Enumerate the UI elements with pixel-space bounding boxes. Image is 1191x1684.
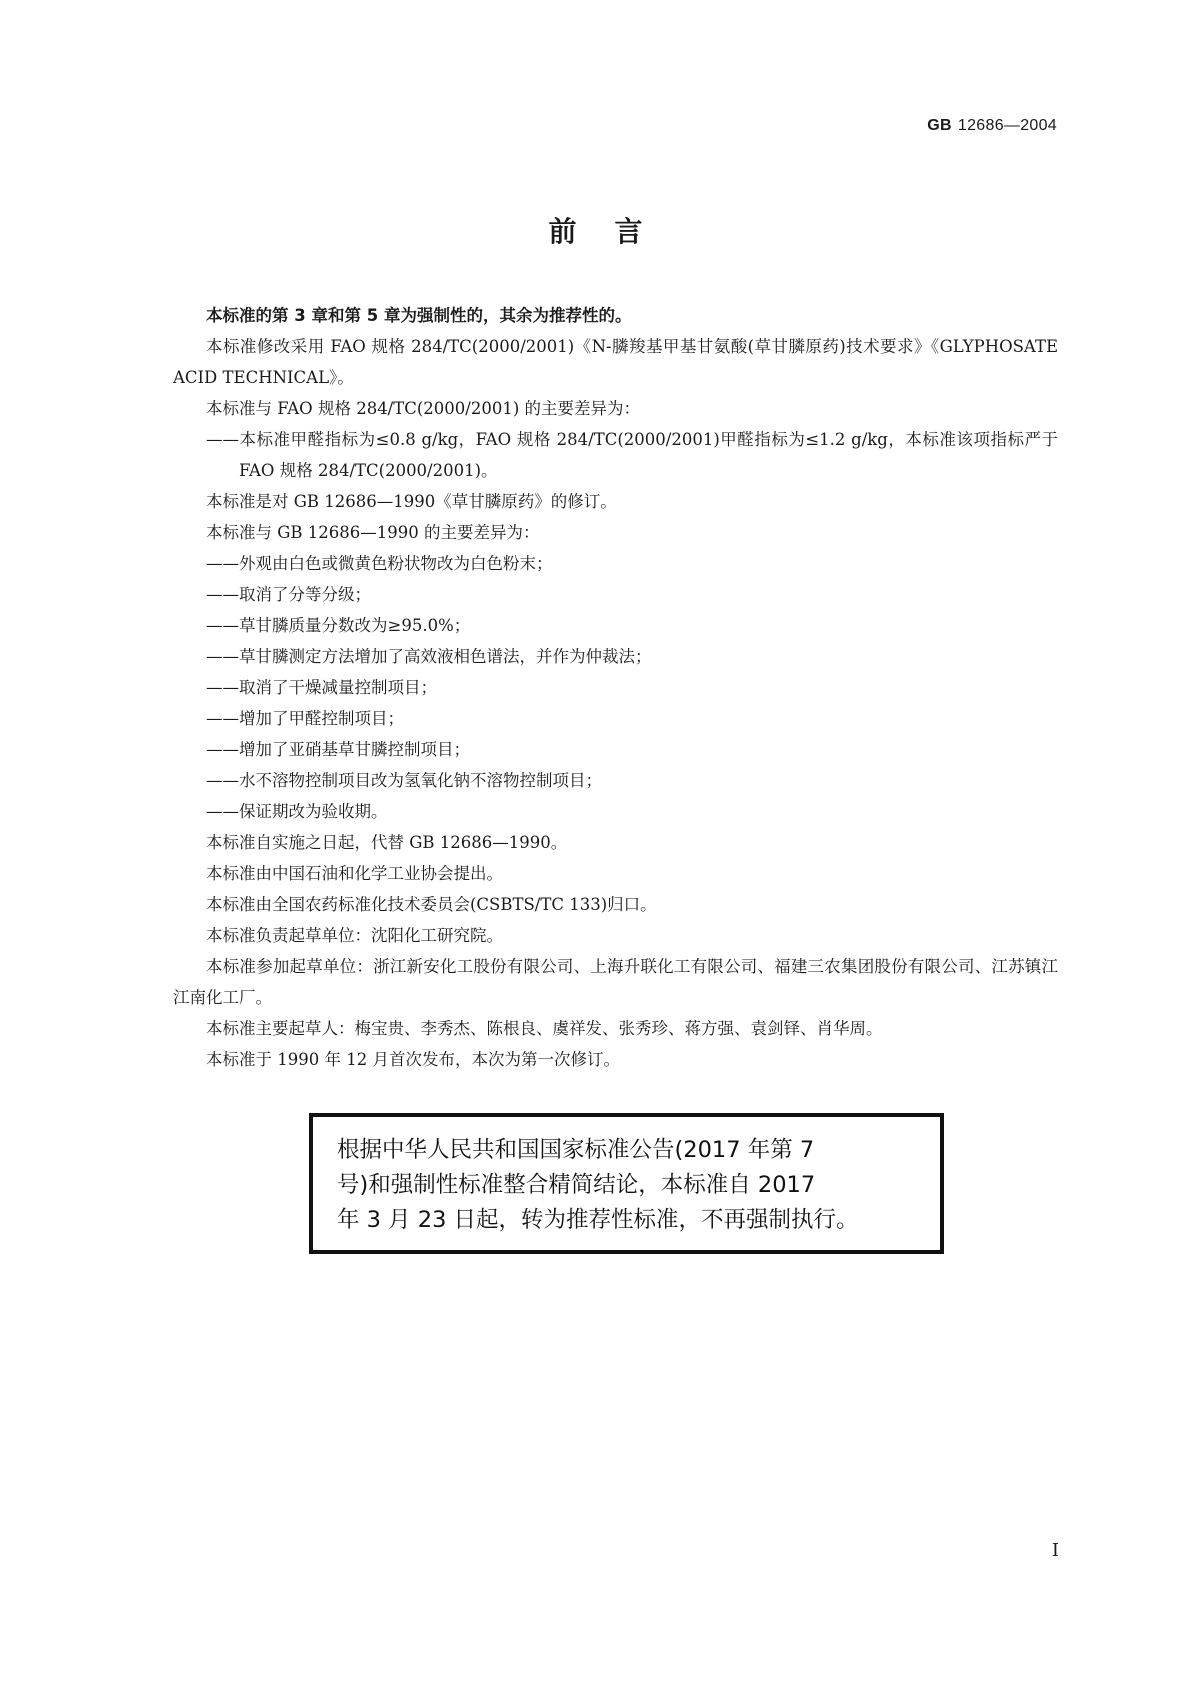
notice-line: 号)和强制性标准整合精简结论，本标准自 2017 [337, 1172, 816, 1198]
paragraph: 本标准与 GB 12686—1990 的主要差异为： [206, 523, 540, 542]
paragraph: 本标准于 1990 年 12 月首次发布，本次为第一次修订。 [206, 1050, 620, 1069]
difference-item: ——水不溶物控制项目改为氢氧化钠不溶物控制项目； [206, 771, 602, 790]
difference-item: ——取消了干燥减量控制项目； [206, 678, 437, 697]
difference-item: ——增加了甲醛控制项目； [206, 709, 404, 728]
paragraph: 本标准由全国农药标准化技术委员会(CSBTS/TC 133)归口。 [206, 895, 657, 914]
page-number: I [1051, 1540, 1059, 1561]
notice-line: 根据中华人民共和国国家标准公告(2017 年第 7 [337, 1137, 815, 1163]
standard-code [927, 117, 1057, 135]
standard-number: 12686—2004 [957, 117, 1057, 134]
paragraph: 本标准与 FAO 规格 284/TC(2000/2001) 的主要差异为： [206, 399, 641, 418]
mandatory-clause: 本标准的第 3 章和第 5 章为强制性的，其余为推荐性的。 [206, 306, 632, 325]
paragraph: 本标准修改采用 FAO 规格 284/TC(2000/2001)《N-膦羧基甲基甘氨酸(草甘膦原药)技术要求》《GLYPHOSATE ACID TECHNICAL》。 [173, 337, 1058, 387]
difference-item: ——草甘膦测定方法增加了高效液相色谱法，并作为仲裁法； [206, 647, 652, 666]
paragraph: 本标准由中国石油和化学工业协会提出。 [206, 864, 503, 883]
paragraph: 本标准自实施之日起，代替 GB 12686—1990。 [206, 833, 568, 852]
difference-item: ——增加了亚硝基草甘膦控制项目； [206, 740, 470, 759]
difference-item: ——取消了分等分级； [206, 585, 371, 604]
difference-item: ——外观由白色或微黄色粉状物改为白色粉末； [206, 554, 553, 573]
notice-line: 年 3 月 23 日起，转为推荐性标准，不再强制执行。 [337, 1207, 859, 1233]
difference-item: ——保证期改为验收期。 [206, 802, 388, 821]
paragraph: 本标准是对 GB 12686—1990《草甘膦原药》的修订。 [206, 492, 617, 511]
standard-prefix: GB [927, 117, 952, 134]
paragraph: 本标准主要起草人：梅宝贵、李秀杰、陈根良、虞祥发、张秀珍、蒋方强、袁剑铎、肖华周。 [206, 1019, 883, 1038]
paragraph: 本标准参加起草单位：浙江新安化工股份有限公司、上海升联化工有限公司、福建三农集团股份有限公司、江苏镇江江南化工厂。 [173, 957, 1058, 1007]
difference-item: ——草甘膦质量分数改为≥95.0%； [206, 616, 471, 635]
document-body [173, 300, 1058, 1075]
difference-item: ——本标准甲醛指标为≤0.8 g/kg，FAO 规格 284/TC(2000/2001)甲醛指标为≤1.2 g/kg，本标准该项指标严于 FAO 规格 284/TC(2000/2001)。 [206, 430, 1058, 480]
page-title: 前言 [548, 215, 681, 248]
paragraph: 本标准负责起草单位：沈阳化工研究院。 [206, 926, 503, 945]
notice-box [309, 1113, 944, 1254]
